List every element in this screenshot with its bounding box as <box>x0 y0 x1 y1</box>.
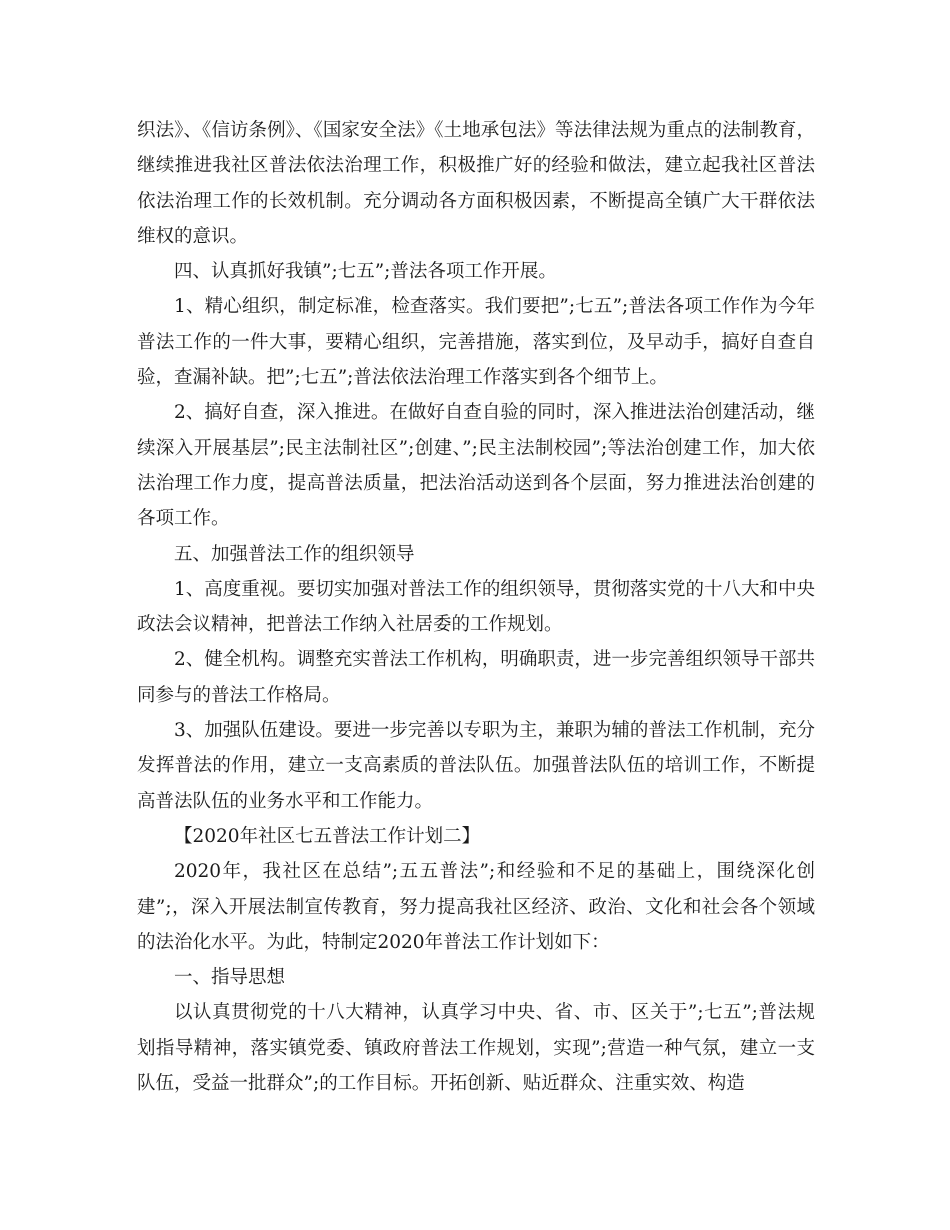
paragraph-continuation: 织法》、《信访条例》、《国家安全法》《土地承包法》等法律法规为重点的法制教育，继续推进我社区普法依法治理工作，积极推广好的经验和做法，建立起我社区普法依法治理工作的长效机制。充分调动各方面积极因素，不断提高全镇广大干群依法维权的意识。 <box>137 120 815 247</box>
section-heading-five: 五、加强普法工作的组织领导 <box>174 543 415 565</box>
paragraph-item-attention: 1、高度重视。要切实加强对普法工作的组织领导，贯彻落实党的十八大和中央政法会议精神，把普法工作纳入社居委的工作规划。 <box>137 578 815 636</box>
paragraph-plan-intro: 2020年，我社区在总结”;五五普法”;和经验和不足的基础上，围绕深化创建”;，深入开展法制宣传教育，努力提高我社区经济、政治、文化和社会各个领域的法治化水平。为此，特制定2020年普法工作计划如下： <box>137 861 815 953</box>
paragraph-item-organize: 1、精心组织，制定标准，检查落实。我们要把”;七五”;普法各项工作作为今年普法工作的一件大事，要精心组织，完善措施，落实到位，及早动手，搞好自查自验，查漏补缺。把”;七五”;普法依法治理工作落实到各个细节上。 <box>137 296 815 389</box>
section-heading-four: 四、认真抓好我镇”;七五”;普法各项工作开展。 <box>174 261 557 283</box>
paragraph-item-team: 3、加强队伍建设。要进一步完善以专职为主，兼职为辅的普法工作机制，充分发挥普法的作用，建立一支高素质的普法队伍。加强普法队伍的培训工作，不断提高普法队伍的业务水平和工作能力。 <box>137 720 815 812</box>
section-heading-guiding: 一、指导思想 <box>174 967 286 989</box>
paragraph-guiding-text: 以认真贯彻党的十八大精神，认真学习中央、省、市、区关于”;七五”;普法规划指导精神，落实镇党委、镇政府普法工作规划，实现”;营造一种气氛，建立一支队伍，受益一批群众”;的工作目标。开拓创新、贴近群众、注重实效、构造 <box>137 1002 815 1095</box>
paragraph-item-self-check: 2、搞好自查，深入推进。在做好自查自验的同时，深入推进法治创建活动，继续深入开展基层”;民主法制社区”;创建、”;民主法制校园”;等法治创建工作，加大依法治理工作力度，提高普法质量，把法治活动送到各个层面，努力推进法治创建的各项工作。 <box>137 402 815 530</box>
document-body <box>137 113 815 1101</box>
paragraph-item-institution: 2、健全机构。调整充实普法工作机构，明确职责，进一步完善组织领导干部共同参与的普法工作格局。 <box>137 649 815 706</box>
plan-two-title: 【2020年社区七五普法工作计划二】 <box>174 825 481 847</box>
